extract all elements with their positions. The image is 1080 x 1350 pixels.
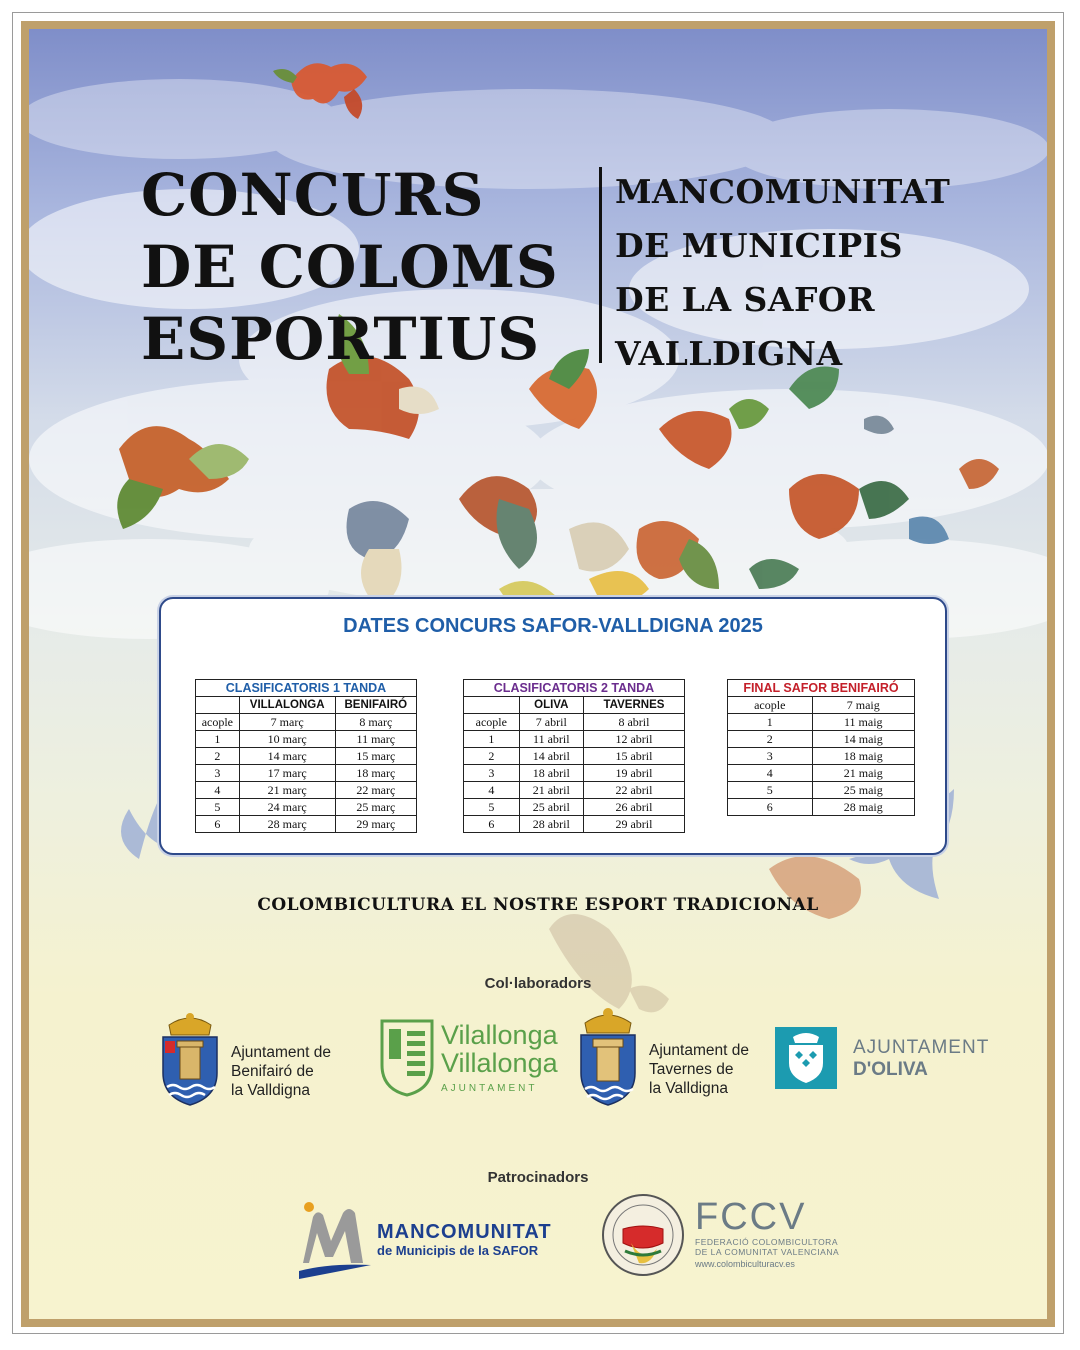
logo-text-line: Ajuntament de (649, 1042, 749, 1059)
table-row (464, 765, 685, 782)
table-cell: 11 abril (519, 731, 583, 748)
table-cell: 2 (464, 748, 520, 765)
oliva-crest-icon (775, 1027, 837, 1089)
table-cell: 4 (728, 765, 813, 782)
table-cell: acople (728, 697, 813, 714)
column-header: BENIFAIRÓ (335, 697, 416, 714)
table-row (196, 731, 417, 748)
table-cell: 25 maig (812, 782, 914, 799)
schedule-table-final (727, 679, 915, 816)
table-cell: 17 març (239, 765, 335, 782)
table-cell: 7 maig (812, 697, 914, 714)
table-cell: 14 abril (519, 748, 583, 765)
table-row (196, 748, 417, 765)
table-cell: 28 abril (519, 816, 583, 833)
table-row (728, 714, 915, 731)
logo-villalonga (379, 1017, 559, 1107)
main-title-line: CONCURS (141, 161, 485, 229)
logo-text-line: Ajuntament de (231, 1044, 331, 1061)
table-cell: 8 març (335, 714, 416, 731)
logo-fccv (601, 1193, 861, 1283)
table-cell: 21 maig (812, 765, 914, 782)
table-cell: 15 abril (583, 748, 684, 765)
logo-oliva (775, 1027, 990, 1097)
table-cell: 10 març (239, 731, 335, 748)
table-cell: 14 maig (812, 731, 914, 748)
table-cell: 21 abril (519, 782, 583, 799)
logo-text-line: de Municipis de la SAFOR (377, 1243, 539, 1258)
logo-text-line: Tavernes de (649, 1061, 734, 1078)
table-row (728, 782, 915, 799)
logo-tavernes (577, 1005, 777, 1115)
table-cell: 5 (728, 782, 813, 799)
organizer-title-line: MANCOMUNITAT (615, 172, 951, 211)
main-title-line: DE COLOMS (141, 233, 559, 301)
organizer-title-line: DE MUNICIPIS (615, 226, 903, 265)
table-row (728, 731, 915, 748)
table-cell: 6 (464, 816, 520, 833)
table-cell: 19 abril (583, 765, 684, 782)
benifairo-crest-icon (159, 1009, 221, 1107)
sponsors-label: Patrocinadors (487, 1169, 589, 1186)
table-cell: 14 març (239, 748, 335, 765)
main-title (141, 159, 559, 375)
logo-text-line: DE LA COMUNITAT VALENCIANA (695, 1247, 840, 1257)
table-cell: 6 (728, 799, 813, 816)
logo-text-line: FCCV (695, 1196, 807, 1238)
table-cell: acople (196, 714, 240, 731)
table-cell: 22 març (335, 782, 416, 799)
table-row (196, 816, 417, 833)
table-cell: 29 març (335, 816, 416, 833)
table-cell: 11 maig (812, 714, 914, 731)
table-cell: 2 (196, 748, 240, 765)
column-header (464, 697, 520, 714)
logo-benifairo (159, 1009, 359, 1109)
table-cell: 7 abril (519, 714, 583, 731)
mancomunitat-m-icon (299, 1201, 371, 1279)
table-cell: 18 maig (812, 748, 914, 765)
table-cell: 28 març (239, 816, 335, 833)
logo-text-line: D'OLIVA (853, 1059, 928, 1080)
column-header: OLIVA (519, 697, 583, 714)
logo-text-line: la Valldigna (649, 1080, 728, 1097)
title-divider (599, 167, 602, 363)
table-row (728, 697, 915, 714)
table-cell: 5 (196, 799, 240, 816)
table-row (196, 714, 417, 731)
table-row (196, 765, 417, 782)
column-header (196, 697, 240, 714)
main-title-line: ESPORTIUS (141, 305, 541, 373)
table-cell: 4 (464, 782, 520, 799)
tavernes-crest-icon (577, 1005, 639, 1109)
table-cell: 18 abril (519, 765, 583, 782)
schedule-table-round2 (463, 679, 685, 833)
table-cell: 25 març (335, 799, 416, 816)
table-row (464, 748, 685, 765)
table-row (464, 816, 685, 833)
table-title: CLASIFICATORIS 1 TANDA (196, 680, 417, 697)
dates-panel (159, 597, 947, 855)
table-title: FINAL SAFOR BENIFAIRÓ (728, 680, 915, 697)
table-cell: 26 abril (583, 799, 684, 816)
collaborators-label: Col·laboradors (484, 975, 592, 992)
table-row (464, 782, 685, 799)
table-cell: 28 maig (812, 799, 914, 816)
table-cell: 25 abril (519, 799, 583, 816)
logo-text-line: FEDERACIÓ COLOMBICULTORA (695, 1237, 838, 1247)
table-cell: 3 (196, 765, 240, 782)
column-header: TAVERNES (583, 697, 684, 714)
column-header: VILLALONGA (239, 697, 335, 714)
table-cell: 3 (728, 748, 813, 765)
table-title: CLASIFICATORIS 2 TANDA (464, 680, 685, 697)
table-row (728, 748, 915, 765)
logo-text-line: AJUNTAMENT (441, 1083, 538, 1094)
logo-text-line: la Valldigna (231, 1082, 310, 1099)
table-cell: 11 març (335, 731, 416, 748)
table-cell: 22 abril (583, 782, 684, 799)
table-row (464, 714, 685, 731)
fccv-seal-icon (601, 1193, 685, 1277)
table-cell: 21 març (239, 782, 335, 799)
table-row (728, 799, 915, 816)
table-row (464, 799, 685, 816)
schedule-table-round1 (195, 679, 417, 833)
table-cell: acople (464, 714, 520, 731)
table-cell: 1 (196, 731, 240, 748)
table-cell: 6 (196, 816, 240, 833)
logo-text-line: AJUNTAMENT (853, 1037, 990, 1058)
table-cell: 1 (464, 731, 520, 748)
logo-text-line: www.colombiculturacv.es (695, 1259, 795, 1269)
logo-text-line: Benifairó de (231, 1063, 314, 1080)
table-row (728, 765, 915, 782)
table-cell: 12 abril (583, 731, 684, 748)
organizer-title (615, 165, 950, 381)
table-cell: 24 març (239, 799, 335, 816)
table-cell: 18 març (335, 765, 416, 782)
table-row (196, 782, 417, 799)
table-cell: 4 (196, 782, 240, 799)
organizer-title-line: DE LA SAFOR (615, 280, 876, 319)
table-cell: 29 abril (583, 816, 684, 833)
organizer-title-line: VALLDIGNA (615, 334, 843, 373)
table-cell: 3 (464, 765, 520, 782)
dates-title: DATES CONCURS SAFOR-VALLDIGNA 2025 (343, 615, 763, 637)
logo-text-line: Villalonga (441, 1048, 558, 1078)
table-cell: 1 (728, 714, 813, 731)
table-cell: 7 març (239, 714, 335, 731)
table-cell: 5 (464, 799, 520, 816)
poster (21, 21, 1055, 1327)
table-cell: 2 (728, 731, 813, 748)
poster-frame (12, 12, 1064, 1334)
table-row (196, 799, 417, 816)
table-cell: 8 abril (583, 714, 684, 731)
table-row (464, 731, 685, 748)
logo-mancomunitat (299, 1201, 569, 1281)
villalonga-shield-icon (379, 1017, 435, 1099)
logo-text-line: Vilallonga (441, 1020, 558, 1050)
logo-text-line: MANCOMUNITAT (377, 1221, 552, 1243)
slogan: COLOMBICULTURA EL NOSTRE ESPORT TRADICIONAL (257, 895, 819, 915)
table-cell: 15 març (335, 748, 416, 765)
pigeon-bird (273, 63, 367, 119)
